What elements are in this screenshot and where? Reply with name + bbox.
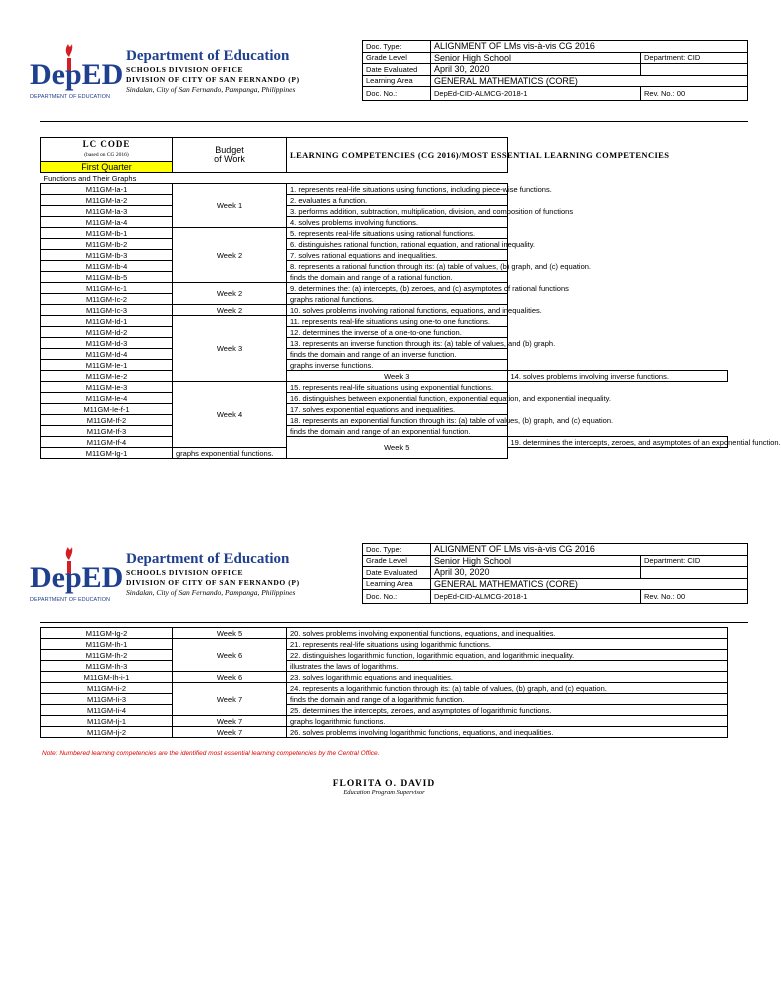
- competency-text: 11. represents real-life situations using one-to one functions.: [287, 316, 508, 327]
- lc-code: M11GM-Ib-5: [41, 272, 173, 283]
- department-block: [126, 551, 300, 598]
- table-row: [41, 239, 728, 250]
- signatory-name: FLORITA O. DAVID: [332, 779, 436, 789]
- svg-text:DepED: DepED: [30, 58, 124, 91]
- competency-text: 20. solves problems involving exponential functions, equations, and inequalities.: [287, 628, 728, 639]
- table-row: [41, 683, 728, 694]
- department-block: [126, 48, 300, 95]
- area-label: Learning Area: [363, 578, 431, 590]
- budget-week: Week 3: [173, 316, 287, 382]
- lc-code-header: LC CODE (based on CG 2016): [41, 138, 173, 162]
- table-row: [41, 250, 728, 261]
- table-row: [41, 261, 728, 272]
- table-row: [41, 272, 728, 283]
- table-row: [41, 349, 728, 360]
- grade-level: Senior High School: [431, 52, 641, 64]
- table-row: [41, 716, 728, 727]
- budget-header: Budget of Work: [173, 138, 287, 173]
- deped-logo: [28, 38, 124, 108]
- division-office: SCHOOLS DIVISION OFFICE: [126, 568, 244, 577]
- competency-text: 10. solves problems involving rational functions, equations, and inequalities.: [287, 305, 508, 316]
- docno-label: Doc. No.:: [363, 87, 431, 101]
- department-title: Department of Education: [126, 551, 290, 567]
- grade-level: Senior High School: [431, 555, 641, 567]
- competency-text: finds the domain and range of a rational function.: [287, 272, 508, 283]
- table-row: [41, 206, 728, 217]
- table-row: [41, 371, 728, 382]
- budget-week: Week 1: [173, 184, 287, 228]
- table-row: [41, 294, 728, 305]
- table-row: [41, 437, 728, 448]
- area-label: Learning Area: [363, 75, 431, 87]
- competency-text: 26. solves problems involving logarithmic functions, equations, and inequalities.: [287, 727, 728, 738]
- table-row: [41, 184, 728, 195]
- table-row: [41, 661, 728, 672]
- competency-text: graphs rational functions.: [287, 294, 508, 305]
- lc-code: M11GM-Id-2: [41, 327, 173, 338]
- competency-text: 19. determines the intercepts, zeroes, and asymptotes of an exponential function.: [507, 437, 728, 448]
- lc-code: M11GM-Ib-4: [41, 261, 173, 272]
- lc-code: M11GM-Ib-3: [41, 250, 173, 261]
- budget-week: Week 2: [173, 283, 287, 305]
- budget-week: Week 3: [287, 371, 508, 382]
- competency-text: 3. performs addition, subtraction, multiplication, division, and composition of functions: [287, 206, 508, 217]
- table-row: [41, 705, 728, 716]
- competencies-header: LEARNING COMPETENCIES (CG 2016)/MOST ESSENTIAL LEARNING COMPETENCIES: [287, 138, 508, 173]
- lc-code: M11GM-Id-4: [41, 349, 173, 360]
- table-row: [41, 338, 728, 349]
- table-row: [41, 360, 728, 371]
- table-row: [41, 650, 728, 661]
- table-row: [41, 404, 728, 415]
- lc-code: M11GM-Ig-1: [41, 448, 173, 459]
- doc-type-label: Doc. Type:: [363, 41, 431, 53]
- svg-text:DEPARTMENT OF EDUCATION: DEPARTMENT OF EDUCATION: [30, 597, 110, 603]
- svg-text:DepED: DepED: [30, 561, 124, 594]
- lc-code: M11GM-Ia-3: [41, 206, 173, 217]
- division-address: Sindalan, City of San Fernando, Pampanga, Philippines: [126, 85, 296, 94]
- lc-code: M11GM-Ic-3: [41, 305, 173, 316]
- competency-text: 21. represents real-life situations using logarithmic functions.: [287, 639, 728, 650]
- budget-week: Week 2: [173, 305, 287, 316]
- footnote: Note: Numbered learning competencies are the identified most essential learning competencies by the Central Office.: [42, 750, 380, 757]
- table-row: [41, 382, 728, 393]
- lc-code: M11GM-Id-1: [41, 316, 173, 327]
- budget-week: Week 7: [173, 716, 287, 727]
- table-row: [41, 305, 728, 316]
- svg-text:DEPARTMENT OF EDUCATION: DEPARTMENT OF EDUCATION: [30, 94, 110, 100]
- lc-code: M11GM-Ie-1: [41, 360, 173, 371]
- lc-code: M11GM-If-4: [41, 437, 173, 448]
- doc-number: DepEd-CID-ALMCG-2018-1: [431, 87, 641, 101]
- table-row: [41, 672, 728, 683]
- lc-code: M11GM-Ij-2: [41, 727, 173, 738]
- lc-code: M11GM-Ic-2: [41, 294, 173, 305]
- budget-week: Week 7: [173, 683, 287, 716]
- competency-text: 24. represents a logarithmic function through its: (a) table of values, (b) graph, and (c) equation.: [287, 683, 728, 694]
- table-row: [41, 426, 728, 437]
- budget-week: Week 7: [173, 727, 287, 738]
- competency-text: graphs exponential functions.: [173, 448, 287, 459]
- header-rule: [40, 622, 748, 623]
- document-meta-table: [362, 40, 748, 101]
- doc-number: DepEd-CID-ALMCG-2018-1: [431, 590, 641, 604]
- table-row: [41, 217, 728, 228]
- table-row: [41, 727, 728, 738]
- budget-week: Week 5: [287, 437, 508, 459]
- competency-text: 2. evaluates a function.: [287, 195, 508, 206]
- signatory-title: Education Program Supervisor: [343, 789, 425, 796]
- date-evaluated: April 30, 2020: [431, 64, 641, 76]
- revision: Rev. No.: 00: [641, 87, 748, 101]
- competency-text: 23. solves logarithmic equations and inequalities.: [287, 672, 728, 683]
- competency-text: 7. solves rational equations and inequalities.: [287, 250, 508, 261]
- department: Department: CID: [641, 52, 748, 64]
- table-row: [41, 327, 728, 338]
- lc-code: M11GM-Ia-1: [41, 184, 173, 195]
- lc-code: M11GM-Ic-1: [41, 283, 173, 294]
- lc-code: M11GM-Ij-1: [41, 716, 173, 727]
- doc-type: ALIGNMENT OF LMs vis-à-vis CG 2016: [431, 41, 748, 53]
- competency-text: 18. represents an exponential function through its: (a) table of values, (b) graph, and (c) equation.: [287, 415, 508, 426]
- lc-code: M11GM-Ie-2: [41, 371, 173, 382]
- competency-text: illustrates the laws of logarithms.: [287, 661, 728, 672]
- lc-code: M11GM-Ie-3: [41, 382, 173, 393]
- table-row: [41, 694, 728, 705]
- competency-text: 6. distinguishes rational function, rational equation, and rational inequality.: [287, 239, 508, 250]
- competency-text: graphs logarithmic functions.: [287, 716, 728, 727]
- doc-type-label: Doc. Type:: [363, 544, 431, 556]
- competency-text: 8. represents a rational function through its: (a) table of values, (b) graph, and (c) equation.: [287, 261, 508, 272]
- competency-text: finds the domain and range of an exponential function.: [287, 426, 508, 437]
- lc-code: M11GM-Ie-f-1: [41, 404, 173, 415]
- competency-text: 16. distinguishes between exponential function, exponential equation, and exponential inequality.: [287, 393, 508, 404]
- signature-block: [0, 779, 768, 796]
- competency-text: 13. represents an inverse function through its: (a) table of values, and (b) graph.: [287, 338, 508, 349]
- budget-week: Week 2: [173, 228, 287, 283]
- date-label: Date Evaluated: [363, 64, 431, 76]
- learning-area: GENERAL MATHEMATICS (CORE): [431, 75, 748, 87]
- competency-text: finds the domain and range of an inverse function.: [287, 349, 508, 360]
- competency-text: 25. determines the intercepts, zeroes, and asymptotes of logarithmic functions.: [287, 705, 728, 716]
- table-row: [41, 283, 728, 294]
- section-label: Functions and Their Graphs: [41, 173, 508, 184]
- competency-text: graphs inverse functions.: [287, 360, 508, 371]
- learning-area: GENERAL MATHEMATICS (CORE): [431, 578, 748, 590]
- lc-code: M11GM-Ib-2: [41, 239, 173, 250]
- lc-code: M11GM-Ia-2: [41, 195, 173, 206]
- division-address: Sindalan, City of San Fernando, Pampanga, Philippines: [126, 588, 296, 597]
- competency-text: 1. represents real-life situations using functions, including piece-wise functions.: [287, 184, 508, 195]
- lc-code: M11GM-If-2: [41, 415, 173, 426]
- document-meta-table-2: [362, 543, 748, 604]
- competency-text: 9. determines the: (a) intercepts, (b) zeroes, and (c) asymptotes of rational functions: [287, 283, 508, 294]
- table-row: [41, 195, 728, 206]
- budget-week: Week 6: [173, 639, 287, 672]
- lc-code: M11GM-Ii-2: [41, 683, 173, 694]
- division-office: SCHOOLS DIVISION OFFICE: [126, 65, 244, 74]
- lc-code: M11GM-Ii-4: [41, 705, 173, 716]
- division-name: DIVISION OF CITY OF SAN FERNANDO (P): [126, 578, 300, 587]
- division-name: DIVISION OF CITY OF SAN FERNANDO (P): [126, 75, 300, 84]
- deped-logo: [28, 541, 124, 611]
- department-title: Department of Education: [126, 48, 290, 64]
- grade-label: Grade Level: [363, 52, 431, 64]
- competency-text: 22. distinguishes logarithmic function, logarithmic equation, and logarithmic inequality.: [287, 650, 728, 661]
- date-evaluated: April 30, 2020: [431, 567, 641, 579]
- lc-code: M11GM-Ie-4: [41, 393, 173, 404]
- competency-text: finds the domain and range of a logarithmic function.: [287, 694, 728, 705]
- grade-label: Grade Level: [363, 555, 431, 567]
- competency-text: 14. solves problems involving inverse functions.: [507, 371, 728, 382]
- budget-week: Week 5: [173, 628, 287, 639]
- lc-code: M11GM-Ih-3: [41, 661, 173, 672]
- table-row: [41, 639, 728, 650]
- competency-text: 12. determines the inverse of a one-to-one function.: [287, 327, 508, 338]
- docno-label: Doc. No.:: [363, 590, 431, 604]
- table-row: [41, 415, 728, 426]
- competency-text: 15. represents real-life situations using exponential functions.: [287, 382, 508, 393]
- lc-code: M11GM-Ii-3: [41, 694, 173, 705]
- lc-code: M11GM-Ih-1: [41, 639, 173, 650]
- lc-code: M11GM-If-3: [41, 426, 173, 437]
- table-row: [41, 228, 728, 239]
- competency-text: 5. represents real-life situations using rational functions.: [287, 228, 508, 239]
- date-label: Date Evaluated: [363, 567, 431, 579]
- competency-table-2: [40, 627, 728, 738]
- header-rule: [40, 121, 748, 122]
- lc-code: M11GM-Ia-4: [41, 217, 173, 228]
- revision: Rev. No.: 00: [641, 590, 748, 604]
- lc-code: M11GM-Ib-1: [41, 228, 173, 239]
- table-row: [41, 393, 728, 404]
- lc-code: M11GM-Ig-2: [41, 628, 173, 639]
- doc-type: ALIGNMENT OF LMs vis-à-vis CG 2016: [431, 544, 748, 556]
- budget-week: Week 6: [173, 672, 287, 683]
- competency-text: 4. solves problems involving functions.: [287, 217, 508, 228]
- quarter-label: First Quarter: [41, 162, 173, 173]
- lc-code: M11GM-Ih-i-1: [41, 672, 173, 683]
- competency-text: 17. solves exponential equations and inequalities.: [287, 404, 508, 415]
- table-row: [41, 628, 728, 639]
- table-row: [41, 316, 728, 327]
- budget-week: Week 4: [173, 382, 287, 448]
- department: Department: CID: [641, 555, 748, 567]
- lc-code: M11GM-Id-3: [41, 338, 173, 349]
- competency-table-1: [40, 137, 781, 459]
- lc-code: M11GM-Ih-2: [41, 650, 173, 661]
